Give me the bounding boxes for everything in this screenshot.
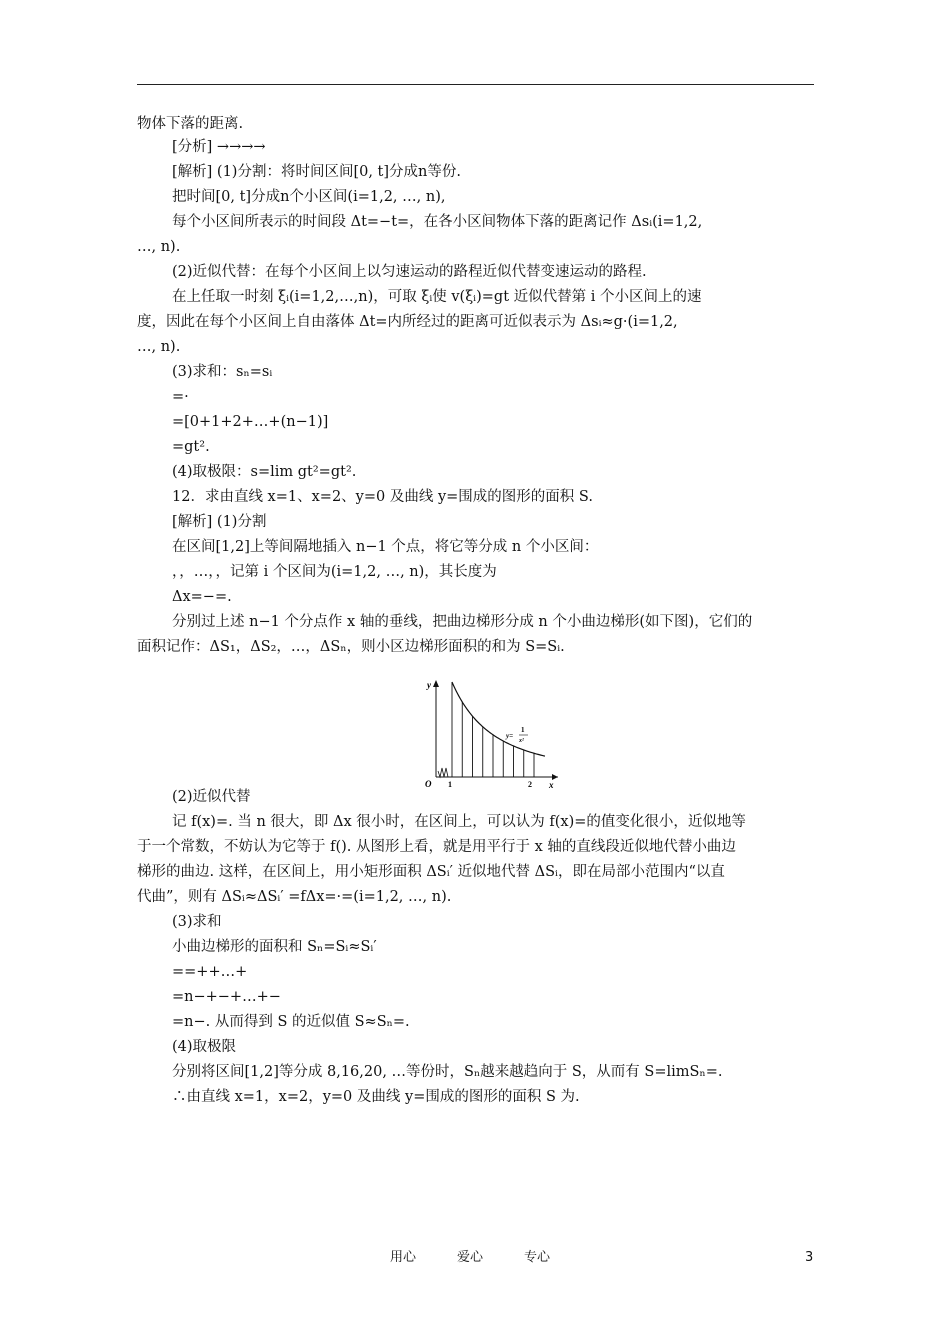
origin-label: O — [425, 779, 432, 788]
header-rule — [137, 84, 814, 85]
text-line: 小曲边梯形的面积和 Sₙ=Sᵢ≈Sᵢ′ — [172, 939, 377, 955]
text-line: (4)取极限：s=lim gt²=gt². — [172, 464, 357, 480]
tick-label-2: 2 — [528, 780, 532, 788]
text-line: 代曲”，则有 ΔSᵢ≈ΔSᵢ′ =fΔx=·=(i=1,2, …, n). — [137, 889, 452, 905]
text-line: =n−+−+…+− — [172, 989, 281, 1005]
text-line: [分析] →→→→ — [172, 139, 266, 155]
page-number: 3 — [805, 1250, 814, 1265]
curve-label-numerator: 1 — [521, 726, 525, 734]
curve-trapezoid-figure — [422, 676, 562, 788]
text-line: 在区间[1,2]上等间隔地插入 n−1 个点，将它等分成 n 个小区间： — [172, 539, 599, 555]
text-line: (3)求和：sₙ=sᵢ — [172, 364, 273, 380]
text-line: =n−. 从而得到 S 的近似值 S≈Sₙ=. — [172, 1014, 410, 1030]
text-line: (4)取极限 — [172, 1039, 237, 1055]
text-line: 记 f(x)=. 当 n 很大，即 Δx 很小时，在区间上，可以认为 f(x)=的值变化很小，近似地等 — [172, 814, 746, 830]
text-line: 12．求由直线 x=1、x=2、y=0 及曲线 y=围成的图形的面积 S. — [172, 489, 593, 505]
text-line: [解析] (1)分割：将时间区间[0, t]分成n等份. — [172, 164, 461, 180]
text-line: 物体下落的距离. — [137, 116, 244, 132]
text-line: 分别过上述 n−1 个分点作 x 轴的垂线，把曲边梯形分成 n 个小曲边梯形(如下图)，它们的 — [172, 614, 753, 630]
curve-y-equals-1-over-x-squared — [452, 682, 545, 756]
text-line: ==++…+ — [172, 964, 248, 980]
text-line: =· — [172, 389, 189, 405]
footer-slogan — [390, 1250, 550, 1266]
text-line: 分别将区间[1,2]等分成 8,16,20, …等份时，Sₙ越来越趋向于 S，从而有 S=limSₙ=. — [172, 1064, 723, 1080]
text-line: 把时间[0, t]分成n个小区间(i=1,2, …, n), — [172, 189, 446, 205]
footer-slogan-middle: 爱心 — [456, 1250, 483, 1265]
footer-slogan-left: 用心 — [390, 1250, 417, 1265]
y-axis-label: y — [427, 680, 431, 690]
text-line: ，，…，，记第 i 个区间为(i=1,2, …, n)，其长度为 — [172, 564, 497, 580]
text-line: 面积记作：ΔS₁，ΔS₂，…，ΔSₙ，则小区边梯形面积的和为 S=Sᵢ. — [137, 639, 565, 655]
curve-label-denominator: x² — [519, 738, 524, 744]
curve-label: y= — [506, 732, 514, 740]
text-line: Δx=−=. — [172, 589, 232, 605]
x-axis-label: x — [549, 780, 554, 788]
text-line: …, n). — [137, 239, 181, 255]
text-line: =gt². — [172, 439, 210, 455]
text-line: 梯形的曲边. 这样，在区间上，用小矩形面积 ΔSᵢ′ 近似地代替 ΔSᵢ，即在局部小范围内“以直 — [137, 864, 725, 880]
footer-slogan-right: 专心 — [523, 1250, 550, 1265]
text-line: …, n). — [137, 339, 181, 355]
y-axis-arrow — [433, 680, 439, 687]
text-line: 在上任取一时刻 ξᵢ(i=1,2,…,n)，可取 ξᵢ使 v(ξᵢ)=gt 近似代替第 i 个小区间上的速 — [172, 289, 702, 305]
text-line: 于一个常数，不妨认为它等于 f(). 从图形上看，就是用平行于 x 轴的直线段近似地代替小曲边 — [137, 839, 736, 855]
axis-break — [438, 768, 448, 777]
text-line: 度，因此在每个小区间上自由落体 Δt=内所经过的距离可近似表示为 Δsᵢ≈g·(i=1,2, — [137, 314, 678, 330]
text-line: [解析] (1)分割 — [172, 514, 267, 530]
text-line: ∴由直线 x=1，x=2，y=0 及曲线 y=围成的图形的面积 S 为. — [172, 1089, 580, 1105]
text-line: 每个小区间所表示的时间段 Δt=−t=，在各小区间物体下落的距离记作 Δsᵢ(i=1,2, — [172, 214, 703, 230]
tick-label-1: 1 — [448, 780, 452, 788]
text-line: (2)近似代替：在每个小区间上以匀速运动的路程近似代替变速运动的路程. — [172, 264, 647, 280]
text-line: (2)近似代替 — [172, 789, 251, 805]
text-line: (3)求和 — [172, 914, 222, 930]
text-line: =[0+1+2+…+(n−1)] — [172, 414, 329, 430]
